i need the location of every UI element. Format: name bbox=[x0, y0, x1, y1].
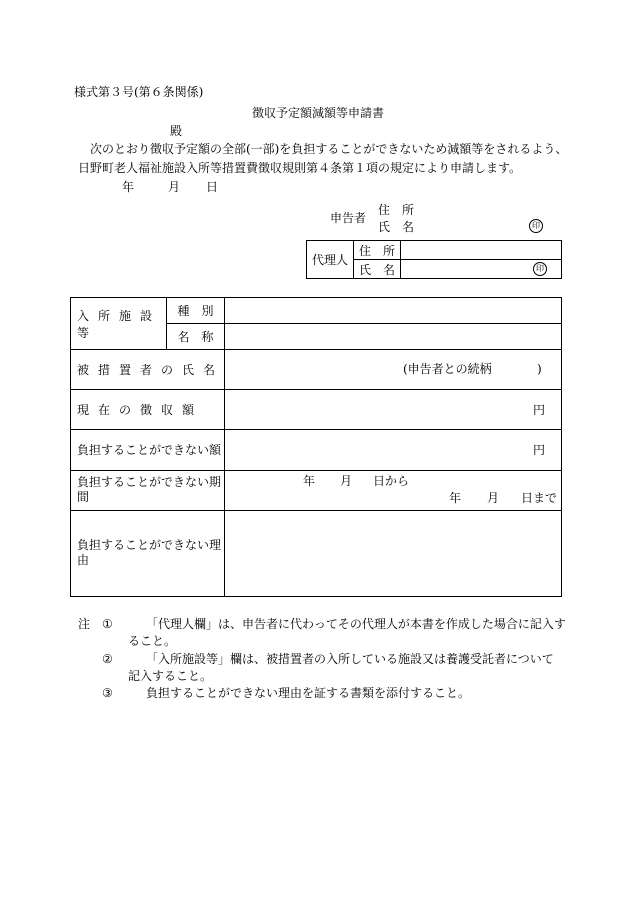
relation-close: ) bbox=[537, 362, 542, 377]
note-text-line1: 負担することができない理由を証する書類を添付すること。 bbox=[146, 686, 471, 700]
unpayable-reason-label: 負担することができない理 由 bbox=[71, 510, 225, 596]
document-title: 徴収予定額減額等申請書 bbox=[252, 106, 385, 120]
facility-name-field[interactable] bbox=[225, 324, 562, 350]
note-number: ③ bbox=[102, 686, 113, 700]
body-text-line1: 次のとおり徴収予定額の全部(一部)を負担することができないため減額等をされるよう、 bbox=[90, 142, 568, 156]
relation-open: (申告者との続柄 bbox=[403, 362, 492, 377]
body-text-line2: 日野町老人福祉施設入所等措置費徴収規則第４条第１項の規定により申請します。 bbox=[78, 161, 522, 175]
note-number: ① bbox=[102, 617, 113, 631]
representative-name-label: 氏 名 bbox=[354, 260, 401, 279]
date-month: 月 bbox=[168, 180, 181, 194]
facility-name-label: 名 称 bbox=[167, 324, 225, 350]
yen-unit: 円 bbox=[532, 443, 545, 458]
facility-label: 入所施設等 bbox=[71, 298, 167, 350]
applicant-seal: 印 bbox=[529, 219, 543, 233]
yen-unit: 円 bbox=[532, 403, 545, 418]
person-label: 被措置者の氏名 bbox=[71, 350, 225, 390]
period-from: 日から bbox=[373, 473, 410, 488]
current-amount-label: 現在の徴収額 bbox=[71, 390, 225, 430]
date-year: 年 bbox=[122, 180, 135, 194]
representative-name-field[interactable] bbox=[401, 260, 562, 279]
representative-seal: 印 bbox=[533, 262, 547, 276]
notes-prefix: 注 bbox=[78, 617, 91, 631]
representative-address-label: 住 所 bbox=[354, 241, 401, 260]
facility-type-label: 種 別 bbox=[167, 298, 225, 324]
applicant-name-label: 氏 名 bbox=[378, 220, 415, 234]
unpayable-period-label: 負担することができない期 間 bbox=[71, 470, 225, 510]
person-name-field[interactable] bbox=[225, 350, 562, 390]
representative-label: 代理人 bbox=[307, 241, 354, 279]
date-day: 日 bbox=[206, 180, 219, 194]
main-form-table bbox=[70, 297, 562, 597]
note-text-line1: 「代理人欄」は、申告者に代わってその代理人が本書を作成した場合に記入す bbox=[146, 617, 566, 631]
note-text-line1: 「入所施設等」欄は、被措置者の入所している施設又は養護受託者について bbox=[146, 652, 554, 666]
unpayable-reason-field[interactable] bbox=[225, 510, 562, 596]
current-amount-field[interactable] bbox=[225, 390, 562, 430]
unpayable-amount-field[interactable] bbox=[225, 430, 562, 470]
note-text-line2: 記入すること。 bbox=[128, 669, 213, 683]
representative-table bbox=[306, 240, 562, 279]
form-number: 様式第３号(第６条関係) bbox=[74, 85, 204, 99]
addressee-suffix: 殿 bbox=[170, 124, 183, 138]
facility-type-field[interactable] bbox=[225, 298, 562, 324]
unpayable-period-field[interactable]: 年 月 日から 年 月 日まで bbox=[225, 470, 562, 510]
representative-address-field[interactable] bbox=[401, 241, 562, 260]
note-number: ② bbox=[102, 652, 113, 666]
applicant-address-label: 住 所 bbox=[378, 203, 415, 217]
period-until: 日まで bbox=[521, 490, 558, 505]
note-text-line2: ること。 bbox=[128, 634, 177, 648]
unpayable-amount-label: 負担することができない額 bbox=[71, 430, 225, 470]
applicant-label: 申告者 bbox=[330, 211, 367, 225]
